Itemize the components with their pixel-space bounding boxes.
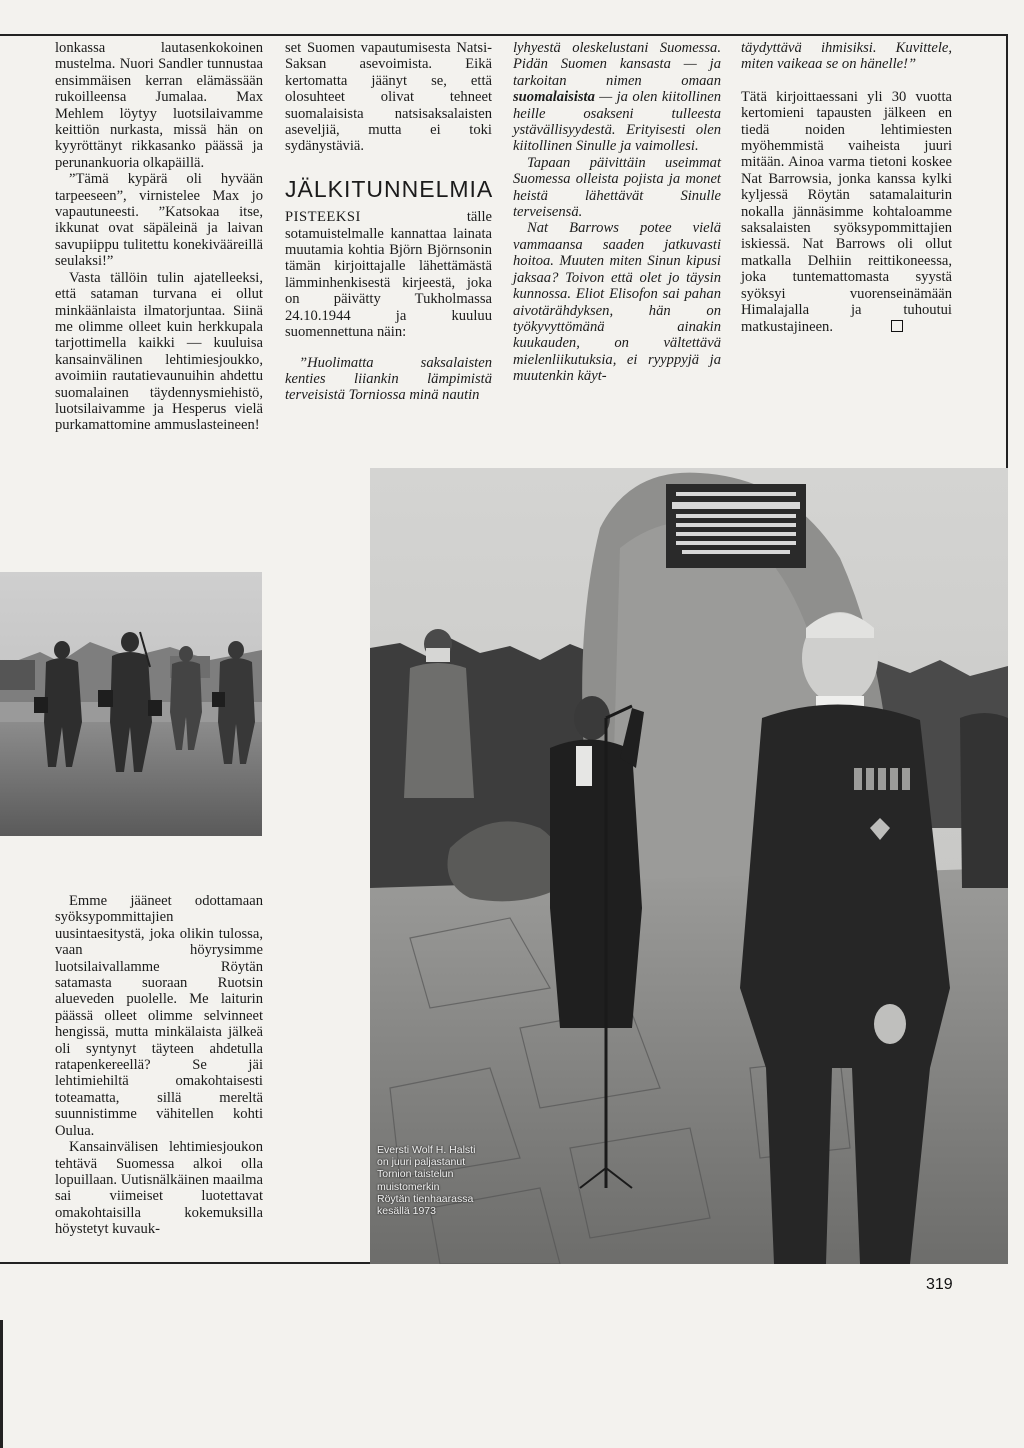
photo-caption: Eversti Wolf H. Halsti on juuri paljastanut Tornion taistelun muistomerkin Röytän tienhaarassa kesällä 1973: [377, 1144, 476, 1218]
end-mark-icon: [891, 320, 903, 332]
column-2: [285, 40, 492, 404]
paragraph: ”Tämä kypärä oli hyvään tarpeeseen”, virnistelee Max jo vapautuneesti. ”Katsokaa itse, ikkunat ovat säpäleinä ja laivan savupiippu tulitettu konekivääreillä seulaksi!”: [55, 171, 263, 270]
paragraph: lonkassa lautasenkokoinen mustelma. Nuori Sandler tunnustaa ensimmäisen kerran elämässään rukoilleensa Jumalaa. Max Mehlem löytyy luotsilaivamme keittiön nurkasta, missä hän on kyyröttänyt rikkasanko päässä ja perunankuoria olkapäillä.: [55, 40, 263, 171]
paragraph: Kansainvälisen lehtimiesjoukon tehtävä Suomessa alkoi olla lopuillaan. Uutisnälkäinen maailma sai viimeiset luotettavat omakohtaisilla kokemuksilla höystetyt kuvauk-: [55, 1139, 263, 1238]
paragraph: Emme jääneet odottamaan syöksypommittajien uusintaesitystä, joka olikin tulossa, vaan höyrysimme luotsilaivallamme Röytän satamasta suoraan Ruotsin alueveden puolelle. Me laiturin päässä olleet olimme selvinneet hengissä, mutta minkälaista jälkeä oli syntynyt täyteen ahdetulla ratapenkereellä? Se jäi lehtimiehiltä omakohtaisesti toteamatta, sillä mereltä suunnistimme vähitellen kohti Oulua.: [55, 893, 263, 1139]
page-number: 319: [926, 1276, 953, 1293]
paragraph: PISTEEKSI tälle sotamuistelmalle kannattaa lainata muutamia kohtia Björn Björnsonin tämän kirjoittajalle lähettämästä lämminhenkisestä kirjeestä, joka on päivätty Tukholmassa 24.10.1944 ja kuuluu suomennettuna näin:: [285, 209, 492, 341]
lead-word: PISTEEKSI: [285, 209, 361, 226]
page-edge: [0, 1320, 3, 1448]
paragraph: set Suomen vapautumisesta Natsi-Saksan asevoimista. Eikä kertomatta jäänyt se, että olosuhteet olivat tehneet suomalaisista natsisaksalaisten aseveljiä, mutta ei toki sydänystäviä.: [285, 40, 492, 155]
column-4: [741, 40, 952, 335]
paragraph: Vasta tällöin tulin ajatelleeksi, että sataman turvana ei ollut minkäänlaista ilmatorjuntaa. Siinä me olimme olleet kuin herkkupala tarjottimella kaikki — kuuluisa kansainvälinen lehtimiesjoukko, avoimiin rautatievaunuihin ahdettu suomalainen täydennysmiehistö, luotsilaivamme ja Hesperus vielä purkamattomine ammuslasteineen!: [55, 269, 263, 434]
paragraph: Tätä kirjoittaessani yli 30 vuotta kertomieni tapausten jälkeen en tiedä noiden lehtimiesten myöhemmistä vaiheista juuri mitään. Ainoa varma tietoni koskee Nat Barrowsia, jonka kanssa kylki kyljessä Röytän satamalaiturin nokalla jännäsimme kohtaloamme saksalaisten syöksypommittajien iskiessä. Nat Barrows oli ollut matkalla Delhiin reittikoneessa, joka tuntemattomasta syystä syöksyi vuorenseinämään Himalajalla ja tuhoutui matkustajineen.: [741, 88, 952, 335]
paragraph: täydyttävä ihmisiksi. Kuvittele, miten vaikeaa se on hänelle!”: [741, 40, 952, 73]
column-1-bottom: [55, 893, 263, 1238]
soldiers-photo: [0, 572, 262, 836]
paragraph: Tapaan päivittäin useimmat Suomessa olleista pojista ja monet heistä lähettävät Sinulle terveisensä.: [513, 154, 721, 221]
paragraph: Nat Barrows potee vielä vammaansa saaden jatkuvasti hoitoa. Muuten miten Sinun kipusi jaksaa? Toivon että olet jo täysin kunnossa. Eliot Elisofon sai pahan aivotärähdyksen, hän on työkyvyttömänä ainakin kuukauden, on vältettävä mielenliikutuksia, ei ryyppyjä ja muutenkin käyt-: [513, 220, 721, 385]
paragraph: ”Huolimatta saksalaisten kenties liiankin lämpimistä terveisistä Torniossa minä nautin: [285, 354, 492, 404]
section-heading: JÄLKITUNNELMIA: [285, 175, 494, 202]
paragraph: lyhyestä oleskelustani Suomessa. Pidän Suomen kansasta — ja tarkoitan nimen omaan suomalaisista — ja olen kiitollinen heille osakseni tulleesta ystävällisyydestä. Erityisesti olen kiitollinen Sinulle ja vaimollesi.: [513, 40, 721, 155]
column-1-top: [55, 40, 263, 434]
column-3: [513, 40, 721, 385]
